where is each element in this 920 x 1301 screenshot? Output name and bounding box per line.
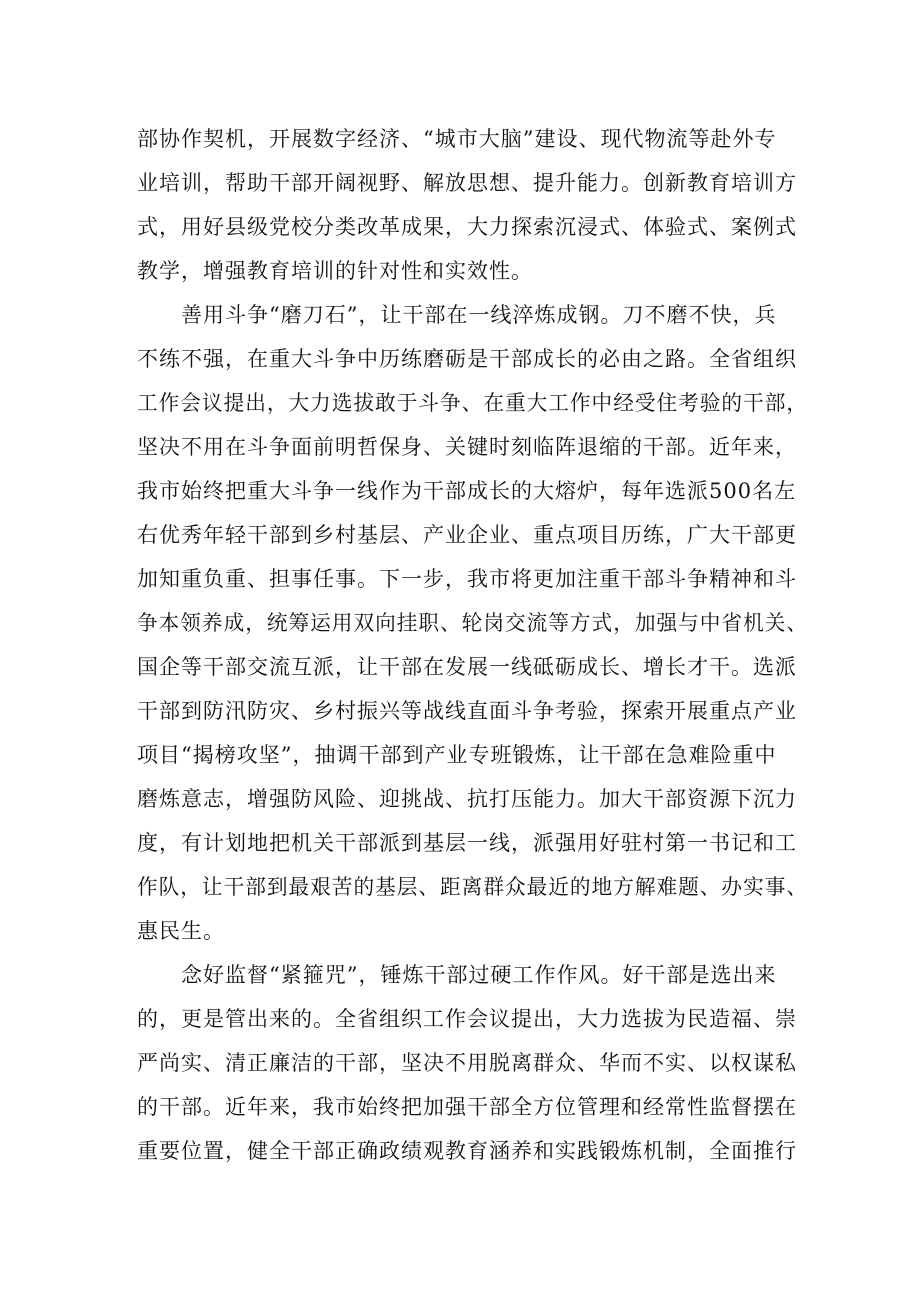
text-line: 项目“揭榜攻坚”，抽调干部到产业专班锻炼，让干部在急难险重中: [137, 743, 777, 767]
text-line: 惠民生。: [137, 919, 225, 943]
paragraph-first-line: 善用斗争“磨刀石”，让干部在一线淬炼成钢。刀不磨不快，兵: [181, 303, 777, 327]
text-line: 业培训，帮助干部开阔视野、解放思想、提升能力。创新教育培训方: [137, 171, 797, 195]
text-line: 坚决不用在斗争面前明哲保身、关键时刻临阵退缩的干部。近年来，: [137, 435, 797, 459]
text-line: 式，用好县级党校分类改革成果，大力探索沉浸式、体验式、案例式: [137, 215, 797, 239]
text-line: 的干部。近年来，我市始终把加强干部全方位管理和经常性监督摆在: [137, 1095, 797, 1119]
text-line: 争本领养成，统筹运用双向挂职、轮岗交流等方式，加强与中省机关、: [137, 611, 809, 635]
text-line: 严尚实、清正廉洁的干部，坚决不用脱离群众、华而不实、以权谋私: [137, 1051, 797, 1075]
text-line: 作队，让干部到最艰苦的基层、距离群众最近的地方解难题、办实事、: [137, 875, 809, 899]
text-line: 重要位置，健全干部正确政绩观教育涵养和实践锻炼机制，全面推行: [137, 1139, 797, 1163]
paragraph-first-line: 念好监督“紧箍咒”，锤炼干部过硬工作作风。好干部是选出来: [181, 963, 777, 987]
text-line: 右优秀年轻干部到乡村基层、产业企业、重点项目历练，广大干部更: [137, 523, 797, 547]
text-line: 我市始终把重大斗争一线作为干部成长的大熔炉，每年选派500名左: [137, 479, 797, 503]
text-line: 教学，增强教育培训的针对性和实效性。: [137, 259, 533, 283]
text-line: 度，有计划地把机关干部派到基层一线，派强用好驻村第一书记和工: [137, 831, 797, 855]
text-line: 加知重负重、担事任事。下一步，我市将更加注重干部斗争精神和斗: [137, 567, 797, 591]
text-line: 工作会议提出，大力选拔敢于斗争、在重大工作中经受住考验的干部，: [137, 391, 809, 415]
text-line: 国企等干部交流互派，让干部在发展一线砥砺成长、增长才干。选派: [137, 655, 797, 679]
text-line: 磨炼意志，增强防风险、迎挑战、抗打压能力。加大干部资源下沉力: [137, 787, 797, 811]
text-line: 不练不强，在重大斗争中历练磨砺是干部成长的必由之路。全省组织: [137, 347, 797, 371]
text-line: 干部到防汛防灾、乡村振兴等战线直面斗争考验，探索开展重点产业: [137, 699, 797, 723]
text-line: 的，更是管出来的。全省组织工作会议提出，大力选拔为民造福、崇: [137, 1007, 797, 1031]
text-line: 部协作契机，开展数字经济、“城市大脑”建设、现代物流等赴外专: [137, 127, 777, 151]
